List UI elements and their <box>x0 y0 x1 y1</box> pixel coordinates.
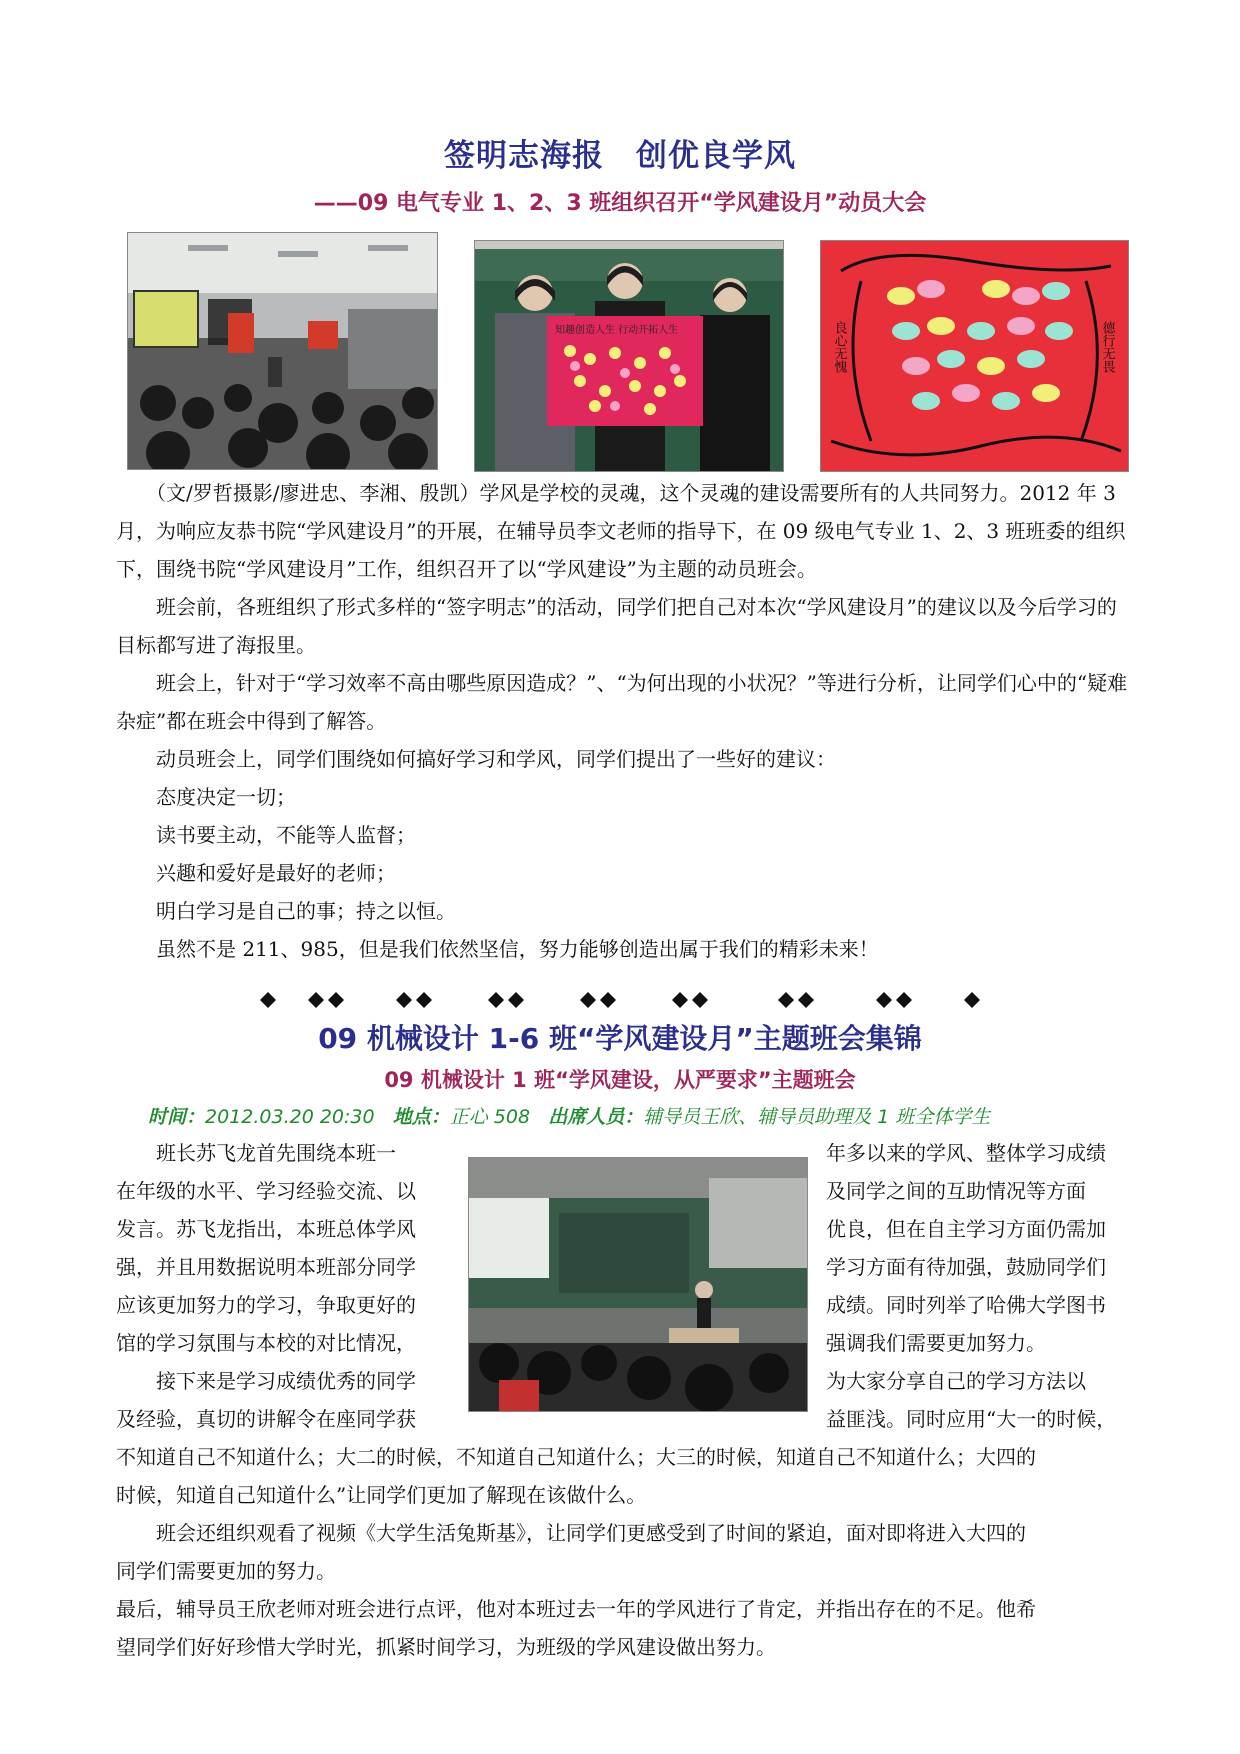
article1-paragraph: （文/罗哲摄影/廖进忠、李湘、殷凯）学风是学校的灵魂，这个灵魂的建设需要所有的人共同努力。2012 年 3 月，为响应友恭书院“学风建设月”的开展，在辅导员李文老师的指导下，在 09 级电气专业 1、2、3 班班委的组织下，围绕书院“学风建设月”工作，组织召开了以“学风建设”为主题的动员班会。 <box>116 481 1126 581</box>
article1-suggestion: 明白学习是自己的事；持之以恒。 <box>116 899 456 923</box>
attendees-label: 出席人员： <box>548 1106 644 1128</box>
article1-closing: 虽然不是 211、985，但是我们依然坚信，努力能够创造出属于我们的精彩未来！ <box>116 937 879 961</box>
article1-paragraph: 动员班会上，同学们围绕如何搞好学习和学风，同学们提出了一些好的建议： <box>116 747 836 771</box>
article1-suggestion: 兴趣和爱好是最好的老师； <box>116 861 396 885</box>
body-line: 望同学们好好珍惜大学时光，抓紧时间学习，为班级的学风建设做出努力。 <box>116 1635 776 1659</box>
body-line: 优良，但在自主学习方面仍需加 <box>826 1217 1106 1241</box>
body-line: 不知道自己不知道什么；大二的时候，不知道自己知道什么；大三的时候，知道自己不知道什么；大四的 <box>116 1445 1036 1469</box>
class-meeting-lecture-photo <box>468 1157 808 1412</box>
right-column <box>826 1134 1146 1438</box>
body-line: 及同学之间的互助情况等方面 <box>826 1179 1086 1203</box>
body-line: 接下来是学习成绩优秀的同学 <box>116 1369 416 1393</box>
body-line: 年多以来的学风、整体学习成绩 <box>826 1141 1106 1165</box>
full-width-body <box>116 1438 1146 1666</box>
place-label: 地点： <box>392 1106 450 1128</box>
article1-suggestion: 读书要主动，不能等人监督； <box>116 823 416 847</box>
meeting-meta <box>148 1102 1148 1129</box>
article1-suggestion: 态度决定一切； <box>116 785 296 809</box>
classroom-meeting-photo <box>127 232 438 470</box>
body-line: 最后，辅导员王欣老师对班会进行点评，他对本班过去一年的学风进行了肯定，并指出存在的不足。他希 <box>116 1597 1036 1621</box>
article-title: 签明志海报 创优良学风 <box>444 138 796 174</box>
poster-text: 知趣创造人生 行动开拓人生 <box>555 325 679 336</box>
left-column <box>116 1134 466 1438</box>
article1-paragraph: 班会前，各班组织了形式多样的“签字明志”的活动，同学们把自己对本次“学风建设月”的建议以及今后学习的目标都写进了海报里。 <box>116 595 1117 657</box>
time-label: 时间： <box>148 1106 206 1128</box>
body-line: 成绩。同时列举了哈佛大学图书 <box>826 1293 1106 1317</box>
body-line: 发言。苏飞龙指出，本班总体学风 <box>116 1217 416 1241</box>
body-line: 为大家分享自己的学习方法以 <box>826 1369 1086 1393</box>
body-line: 时候，知道自己知道什么”让同学们更加了解现在该做什么。 <box>116 1483 647 1507</box>
article-subtitle: ——09 电气专业 1、2、3 班组织召开“学风建设月”动员大会 <box>313 191 927 216</box>
body-line: 强调我们需要更加努力。 <box>826 1331 1046 1355</box>
body-line: 益匪浅。同时应用“大一的时候， <box>826 1407 1117 1431</box>
poster-presentation-photo <box>474 240 784 472</box>
body-line: 班会还组织观看了视频《大学生活兔斯基》，让同学们更感受到了时间的紧迫，面对即将进入大四的 <box>116 1521 1026 1545</box>
diamond-divider <box>200 985 1050 1015</box>
section-title: 09 机械设计 1-6 班“学风建设月”主题班会集锦 <box>318 1022 922 1055</box>
body-line: 学习方面有待加强，鼓励同学们 <box>826 1255 1106 1279</box>
body-line: 强，并且用数据说明本班部分同学 <box>116 1255 416 1279</box>
poster-left-text: 良心无愧 <box>831 321 847 373</box>
signed-poster-photo <box>820 240 1129 472</box>
body-line: 在年级的水平、学习经验交流、以 <box>116 1179 416 1203</box>
place-value: 正心 508 <box>449 1106 531 1128</box>
poster-right-text: 德行无畏 <box>1099 321 1115 373</box>
attendees-value: 辅导员王欣、辅导员助理及 1 班全体学生 <box>643 1106 991 1128</box>
section-subtitle: 09 机械设计 1 班“学风建设，从严要求”主题班会 <box>384 1068 856 1092</box>
body-line: 及经验，真切的讲解令在座同学获 <box>116 1407 416 1431</box>
body-line: 班长苏飞龙首先围绕本班一 <box>116 1141 396 1165</box>
body-line: 馆的学习氛围与本校的对比情况， <box>116 1331 416 1355</box>
time-value: 2012.03.20 20:30 <box>205 1106 375 1128</box>
body-line: 应该更加努力的学习，争取更好的 <box>116 1293 416 1317</box>
article1-paragraph: 班会上，针对于“学习效率不高由哪些原因造成？”、“为何出现的小状况？”等进行分析，让同学们心中的“疑难杂症”都在班会中得到了解答。 <box>116 671 1128 733</box>
body-line: 同学们需要更加的努力。 <box>116 1559 336 1583</box>
